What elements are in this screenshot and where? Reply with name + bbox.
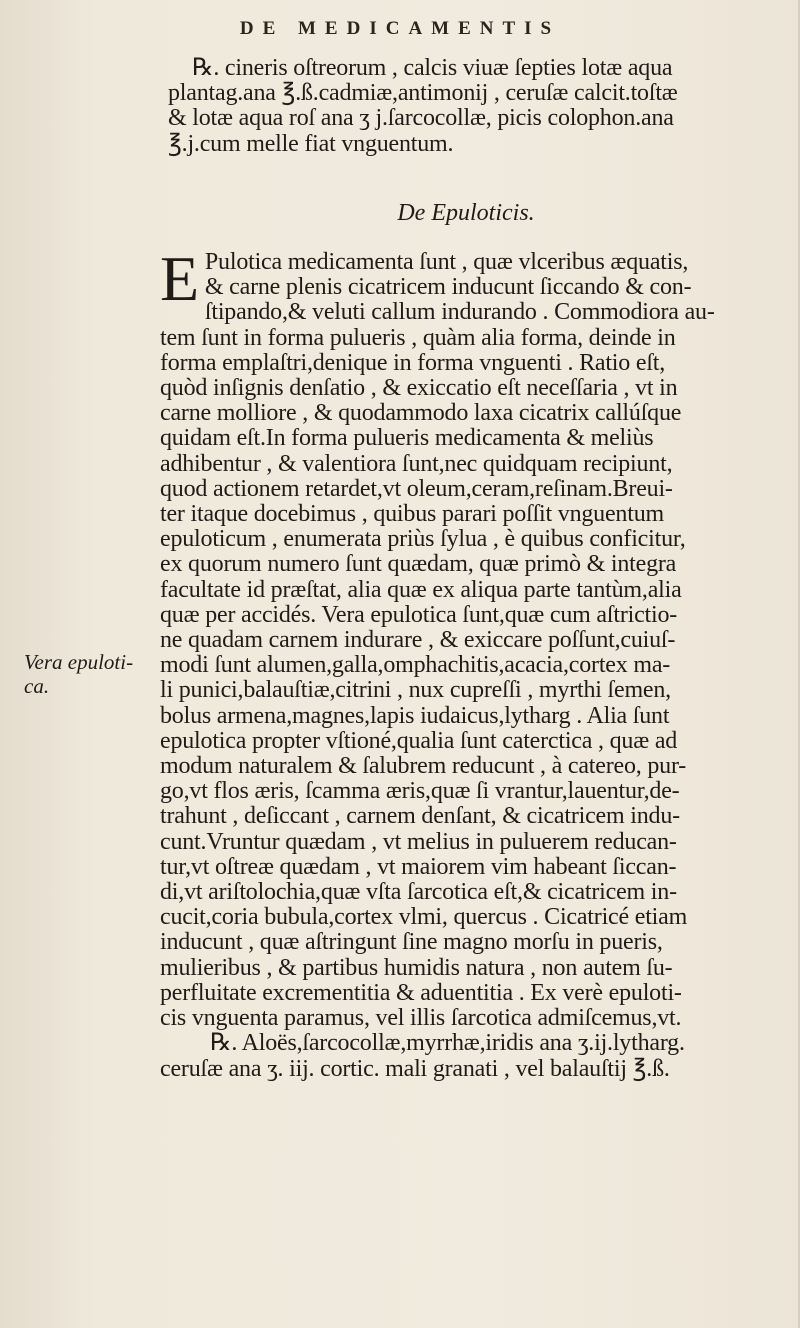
body-line: forma emplaſtri,denique in forma vnguenti . Ratio eſt, <box>160 349 666 376</box>
body-line: quòd inſignis denſatio , & exiccatio eſt neceſſaria , vt in <box>160 375 678 402</box>
body-line: tem ſunt in forma pulueris , quàm alia forma, deinde in <box>160 324 676 351</box>
body-line: go,vt flos æris, ſcamma æris,quæ ſi vrantur,lauentur,de- <box>160 778 680 805</box>
recipe-line: ℥.j.cum melle fiat vnguentum. <box>168 130 454 157</box>
body-line: cucit,coria bubula,cortex vlmi, quercus . Cicatricé etiam <box>160 904 688 931</box>
body-line: inducunt , quæ aſtringunt ſine magno morſu in pueris, <box>160 929 663 956</box>
body-line: cis vnguenta paramus, vel illis ſarcotica admiſcemus,vt. <box>160 1005 682 1032</box>
recipe-line: ℞. cineris oſtreorum , calcis viuæ ſepties lotæ aqua <box>192 55 673 81</box>
running-head: DE MEDICAMENTIS <box>239 18 561 39</box>
body-line: perfluitate excrementitia & aduentitia . Ex verè epuloti- <box>160 979 682 1006</box>
body-line: epuloticum , enumerata priùs ſylua , è quibus conficitur, <box>160 526 686 553</box>
body-line: quod actionem retardet,vt oleum,ceram,reſinam.Breui- <box>160 475 673 502</box>
margin-note-line: ca. <box>24 674 50 698</box>
body-line: ceruſæ ana ʒ. iij. cortic. mali granati , vel balauſtij ℥.ß. <box>160 1055 670 1082</box>
body-line: carne molliore , & quodammodo laxa cicatrix callúſque <box>160 400 682 427</box>
body-line: quidam eſt.In forma pulueris medicamenta & meliùs <box>160 425 654 452</box>
recipe-line: plantag.ana ℥.ß.cadmiæ,antimonij , ceruſæ calcit.toſtæ <box>168 80 678 107</box>
body-line: ℞. Aloës,ſarcocollæ,myrrhæ,iridis ana ʒ.ij.lytharg. <box>210 1030 685 1057</box>
body-text <box>160 243 772 1082</box>
body-line: modi ſunt alumen,galla,omphachitis,acacia,cortex ma- <box>160 652 671 679</box>
drop-cap: E <box>160 243 199 314</box>
body-line: epulotica propter vſtioné,qualia ſunt caterctica , quæ ad <box>160 727 678 754</box>
body-line: Puloticа medicamenta ſunt , quæ vlceribus æquatis, <box>204 249 689 275</box>
body-line: bolus armena,magnes,lapis iudaicus,lytharg . Alia ſunt <box>160 702 670 729</box>
body-line: di,vt ariſtolochia,quæ vſta ſarcotica eſt,& cicatricem in- <box>160 879 677 906</box>
body-line: & carne plenis cicatricem inducunt ſiccando & con- <box>204 274 692 301</box>
margin-note-line: Vera epuloti- <box>24 650 134 674</box>
recipe-block <box>168 56 772 157</box>
body-line: tur,vt oſtreæ quædam , vt maiorem vim habeant ſiccan- <box>160 853 677 880</box>
body-line: mulieribus , & partibus humidis natura , non autem ſu- <box>160 954 673 981</box>
body-line: modum naturalem & ſalubrem reducunt , à catereo, pur- <box>160 753 687 780</box>
body-line: li punici,balauſtiæ,citrini , nux cupreſſi , myrthi ſemen, <box>160 677 671 704</box>
section-title: De Epuloticis. <box>397 200 535 226</box>
body-line: adhibentur , & valentiora ſunt,nec quidquam recipiunt, <box>160 450 673 477</box>
body-line: trahunt , deſiccant , carnem denſant, & cicatricem indu- <box>160 803 680 830</box>
body-line: quæ per accidés. Vera epulotica ſunt,quæ cum aſtrictio- <box>160 601 678 628</box>
body-line: facultate id præſtat, alia quæ ex aliqua parte tantùm,alia <box>160 576 682 603</box>
margin-note <box>24 650 154 698</box>
body-line: cunt.Vruntur quædam , vt melius in puluerem reducan- <box>160 828 677 855</box>
body-line: ex quorum numero ſunt quædam, quæ primò & integra <box>160 551 677 578</box>
body-line: ſtipando,& veluti callum indurando . Commodiora au- <box>204 299 715 326</box>
body-line: ter itaque docebimus , quibus parari poſſit vnguentum <box>160 501 664 528</box>
body-line: ne quadam carnem indurare , & exiccare poſſunt,cuiuſ- <box>160 627 676 654</box>
recipe-line: & lotæ aqua roſ ana ʒ j.ſarcocollæ, picis colophon.ana <box>168 105 674 132</box>
